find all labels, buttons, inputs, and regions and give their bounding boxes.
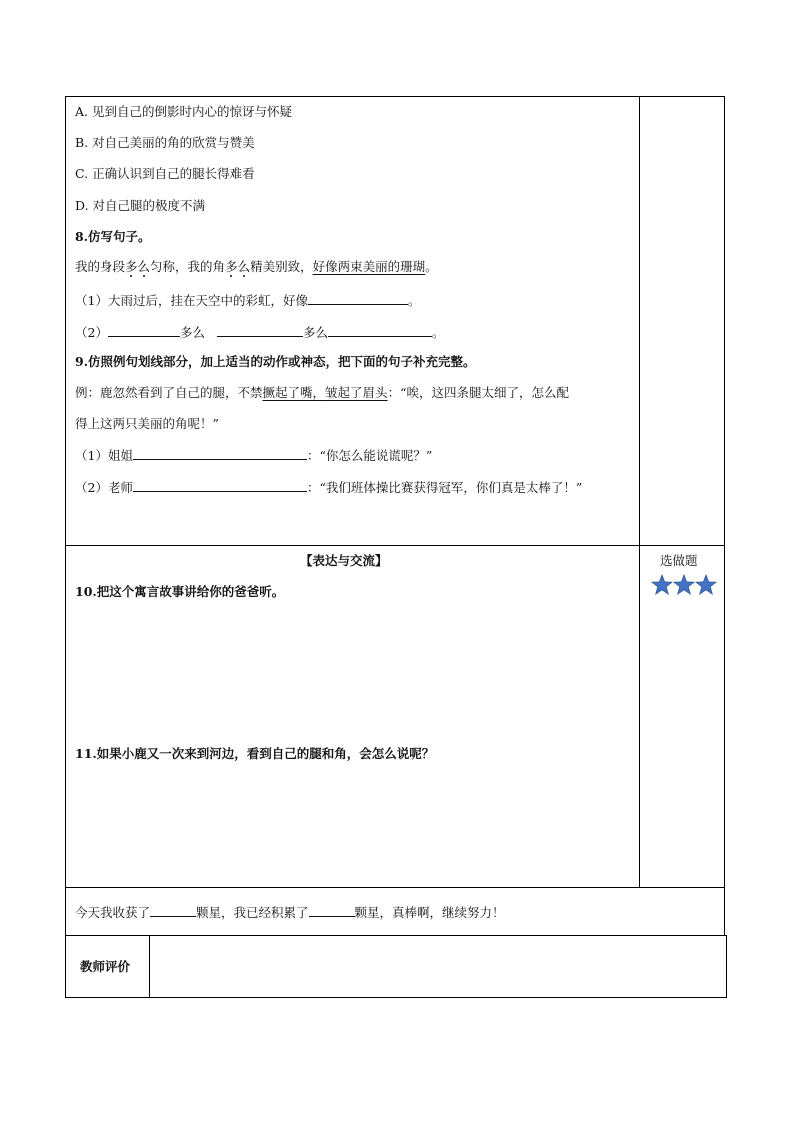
q9-item2-blank[interactable]	[133, 479, 307, 492]
teacher-label: 教师评价	[80, 959, 131, 974]
summary-line	[75, 904, 505, 921]
summary-b: 颗星，我已经积累了	[196, 905, 309, 920]
table-bottom-border	[65, 997, 727, 998]
q8-example-b: 匀称，我的角	[150, 259, 226, 274]
q9-item2-label: （2）老师	[75, 480, 133, 495]
summary-a: 今天我收获了	[75, 905, 151, 920]
q8-item2-duo2: 多么	[302, 325, 328, 340]
star-icon	[673, 574, 695, 596]
teacher-right-border	[726, 935, 727, 998]
section2-header: 【表达与交流】	[300, 553, 388, 568]
q8-example-duo1: 多么	[125, 259, 151, 274]
q8-example-c: 精美别致，	[250, 259, 313, 274]
q8-item2-blank2[interactable]	[217, 324, 303, 337]
q9-item2	[75, 479, 582, 496]
q9-item1	[75, 447, 432, 464]
q8-item2	[75, 324, 445, 341]
summary-blank-2[interactable]	[309, 904, 355, 917]
q9-item1-end: ：“你怎么能说谎呢？”	[306, 448, 433, 463]
q8-item1-label: （1）大雨过后，挂在天空中的彩虹，好像	[75, 293, 308, 308]
q8-item1-end: 。	[407, 293, 421, 308]
q9-example-b: ：“唉，这四条腿太细了，怎么配	[387, 385, 569, 400]
q9-title: 9.仿照例句划线部分，加上适当的动作或神态，把下面的句子补充完整。	[75, 354, 476, 369]
q9-item2-end: ：“我们班体操比赛获得冠军，你们真是太棒了！”	[306, 480, 583, 495]
summary-c: 颗星，真棒啊，继续努力！	[354, 905, 505, 920]
option-b: B. 对自己美丽的角的欣赏与赞美	[75, 135, 255, 150]
q9-example-u2: 皱起了眉头	[325, 385, 388, 400]
q8-title: 8.仿写句子。	[75, 229, 151, 244]
column-divider	[639, 96, 640, 887]
summary-blank-1[interactable]	[150, 904, 196, 917]
q9-example-comma: ，	[312, 385, 326, 400]
teacher-evaluation-area[interactable]	[151, 937, 725, 996]
table-left-border	[65, 96, 66, 998]
q11-text: 11.如果小鹿又一次来到河边，看到自己的腿和角，会怎么说呢？	[75, 746, 435, 761]
q9-example-u1: 撅起了嘴	[262, 385, 313, 400]
q8-example-a: 我的身段	[75, 259, 126, 274]
star-icon	[695, 574, 717, 596]
q9-example-line2: 得上这两只美丽的角呢！”	[75, 416, 219, 431]
q8-example	[75, 259, 438, 275]
q8-item1-blank[interactable]	[308, 292, 408, 305]
row-divider-2	[65, 887, 725, 888]
teacher-divider	[149, 935, 150, 998]
rating-stars	[651, 574, 727, 598]
q8-example-underlined: 好像两束美丽的珊瑚	[312, 259, 426, 274]
q10-text: 10.把这个寓言故事讲给你的爸爸听。	[75, 584, 285, 599]
q8-example-duo2: 多么	[225, 259, 251, 274]
star-icon	[651, 574, 673, 596]
q8-item2-duo1: 多么	[179, 325, 205, 340]
q9-example-a: 例：鹿忽然看到了自己的腿，不禁	[75, 385, 263, 400]
q8-item2-end: 。	[431, 325, 445, 340]
row-divider-1	[65, 545, 725, 546]
optional-label: 选做题	[660, 553, 698, 568]
q9-item1-blank[interactable]	[133, 447, 307, 460]
option-d: D. 对自己腿的极度不满	[75, 198, 206, 213]
row-divider-3	[65, 935, 727, 936]
table-right-border	[724, 96, 725, 936]
q8-item2-label: （2）	[75, 325, 108, 340]
q8-item2-blank3[interactable]	[328, 324, 432, 337]
table-top-border	[65, 96, 725, 97]
q8-item2-blank1[interactable]	[108, 324, 180, 337]
q8-example-end: 。	[425, 259, 438, 274]
q8-item1	[75, 292, 420, 309]
q9-item1-label: （1）姐姐	[75, 448, 133, 463]
option-a: A. 见到自己的倒影时内心的惊讶与怀疑	[75, 104, 292, 119]
q9-example-line1	[75, 385, 569, 401]
option-c: C. 正确认识到自己的腿长得难看	[75, 166, 255, 181]
